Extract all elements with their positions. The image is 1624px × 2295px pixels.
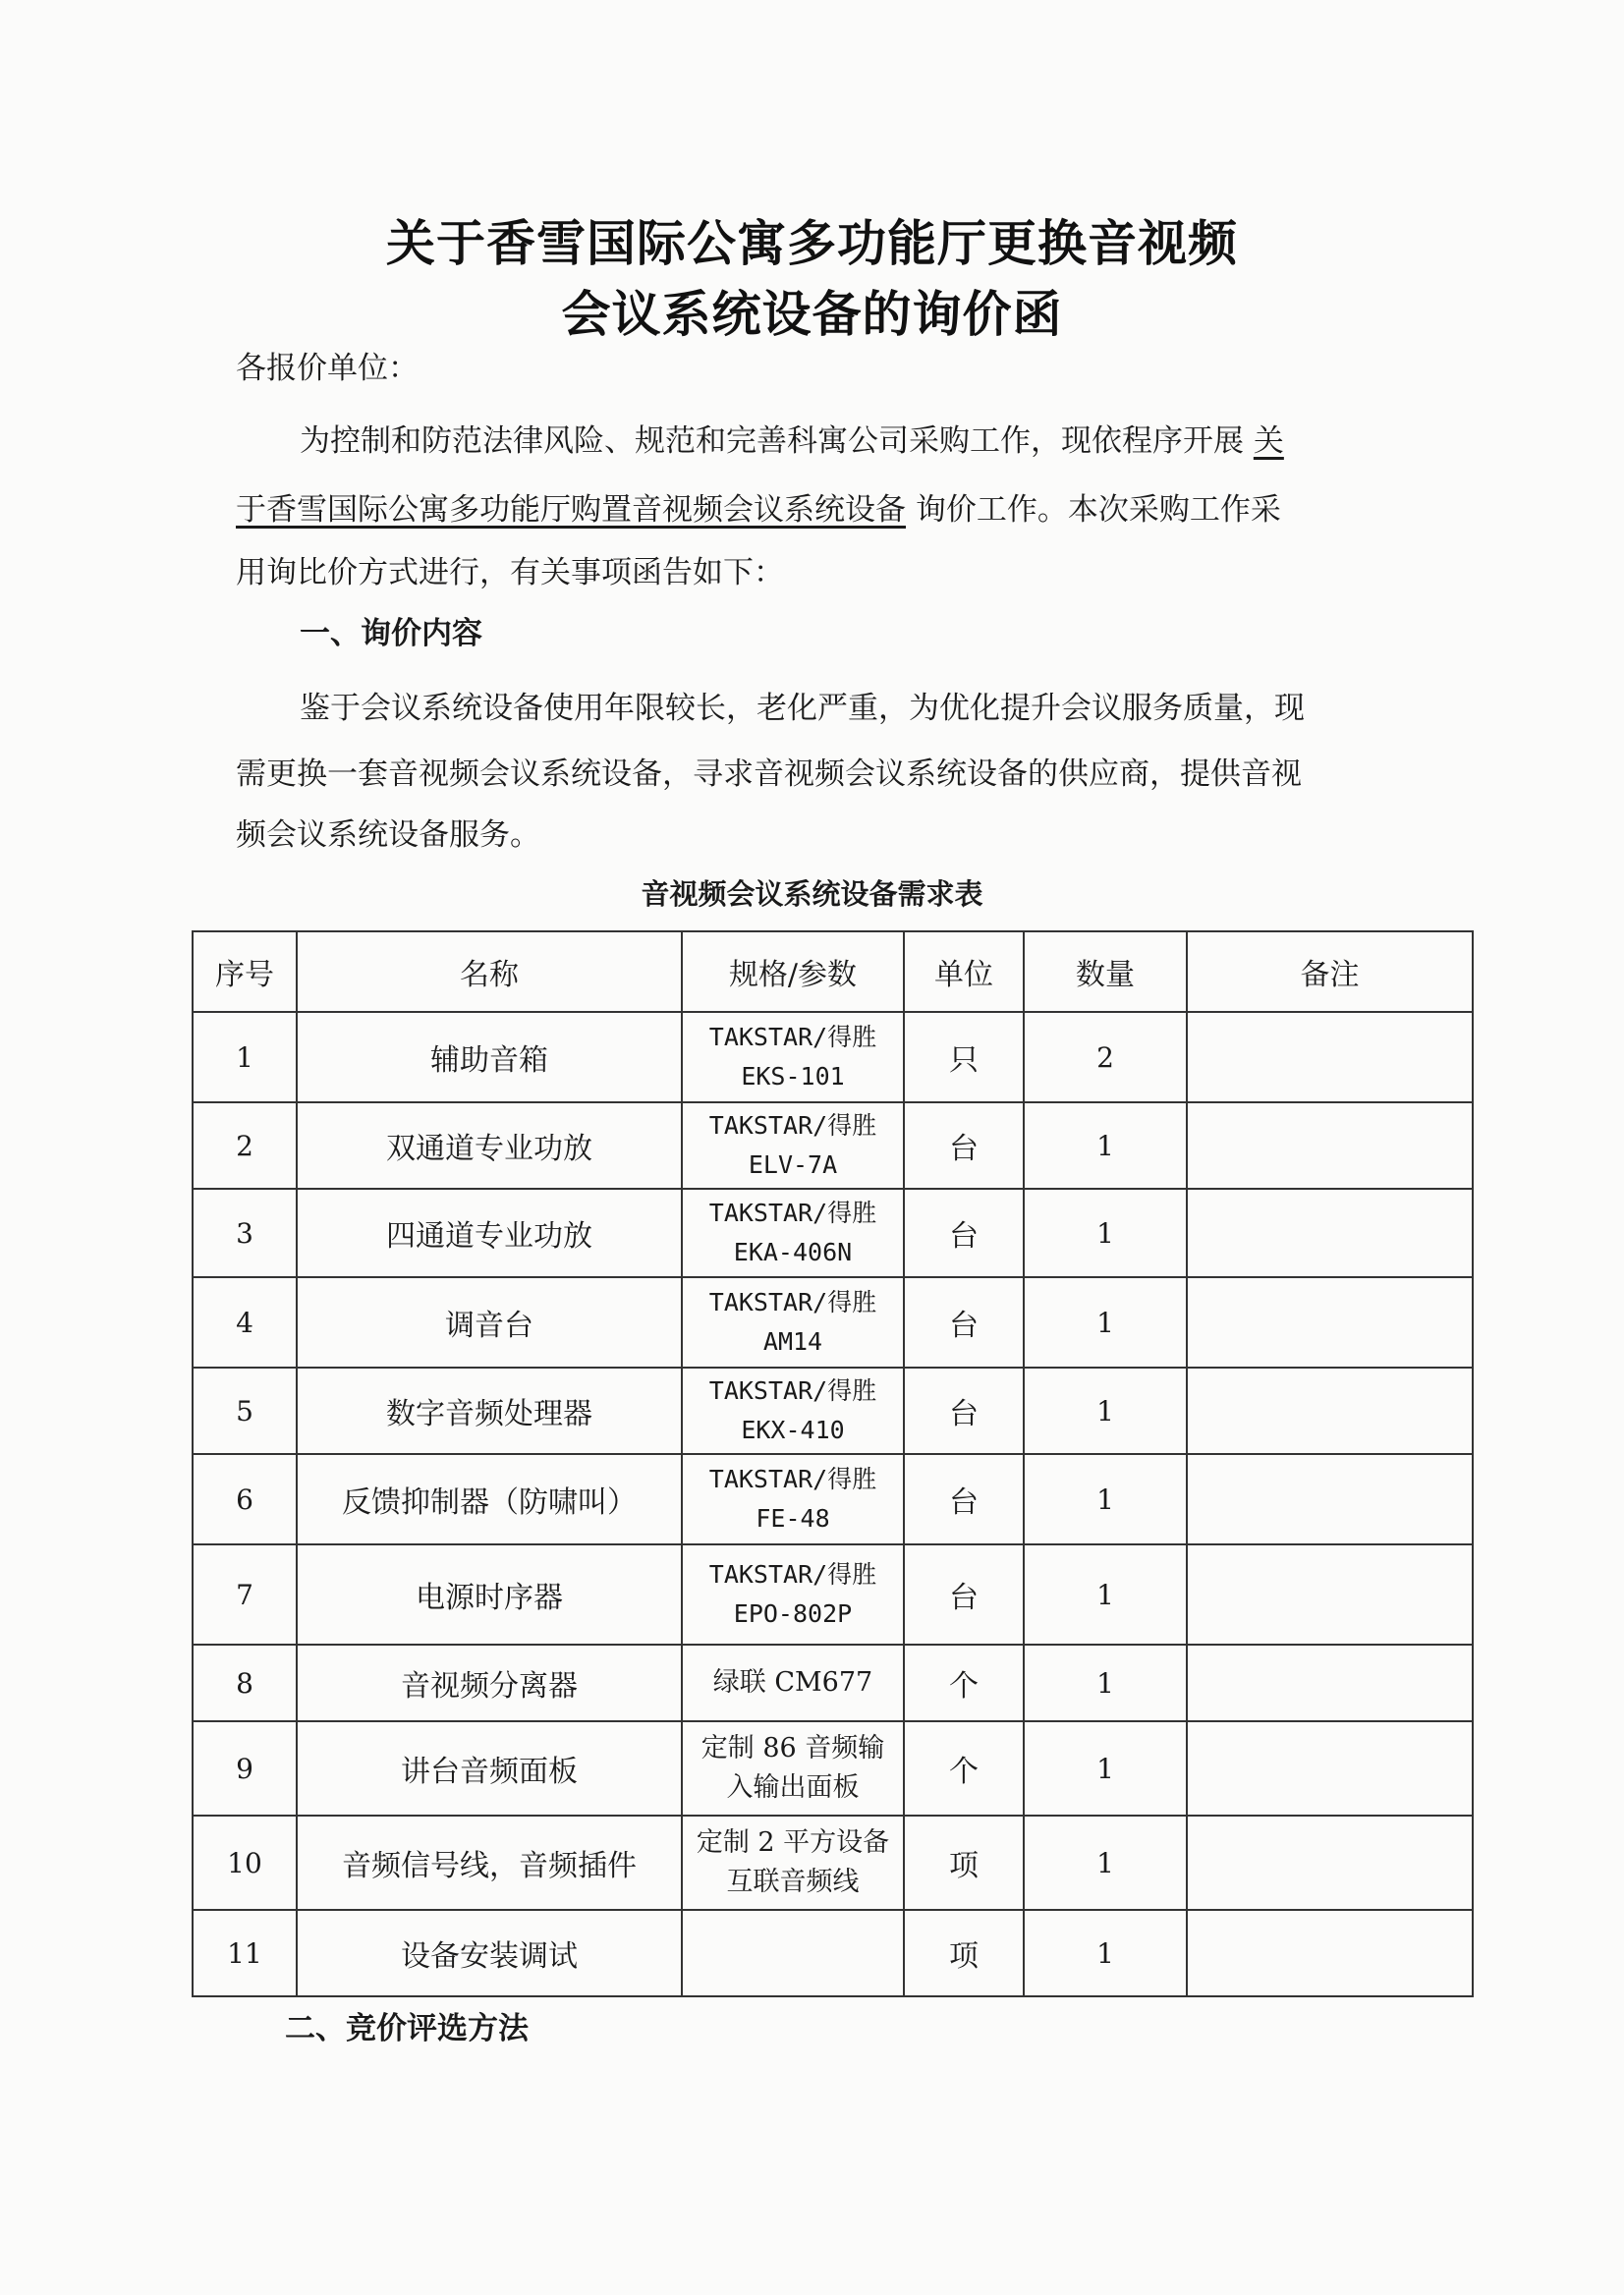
cell-qty: 1: [1024, 1102, 1187, 1189]
cell-no: 8: [193, 1645, 297, 1721]
cell-unit: 个: [904, 1645, 1024, 1721]
cell-unit: 台: [904, 1277, 1024, 1368]
cell-no: 3: [193, 1189, 297, 1277]
intro-line1-text: 为控制和防范法律风险、规范和完善科寓公司采购工作，现依程序开展: [300, 423, 1244, 459]
cell-unit: 台: [904, 1454, 1024, 1544]
cell-note: [1187, 1721, 1473, 1816]
spec-line2: FE-48: [756, 1504, 830, 1533]
cell-note: [1187, 1189, 1473, 1277]
spec-line1: TAKSTAR/得胜: [708, 1023, 877, 1051]
cell-no: 2: [193, 1102, 297, 1189]
spec-line2: 互联音频线: [726, 1867, 860, 1897]
cell-name: 双通道专业功放: [297, 1102, 682, 1189]
cell-unit: 台: [904, 1189, 1024, 1277]
cell-qty: 1: [1024, 1189, 1187, 1277]
cell-note: [1187, 1645, 1473, 1721]
spec-line1: TAKSTAR/得胜: [708, 1560, 877, 1589]
table-row: [193, 1277, 1473, 1368]
cell-spec: [682, 1910, 904, 1996]
spec-line1: 定制 86 音频输: [700, 1733, 885, 1763]
cell-name: 音频信号线，音频插件: [297, 1816, 682, 1910]
spec-line1: TAKSTAR/得胜: [708, 1199, 877, 1227]
cell-spec: [682, 1102, 904, 1189]
cell-unit: 台: [904, 1368, 1024, 1454]
cell-no: 11: [193, 1910, 297, 1996]
cell-unit: 个: [904, 1721, 1024, 1816]
section2-heading: 二、竞价评选方法: [285, 2011, 529, 2046]
table-body: [193, 1012, 1473, 1996]
cell-spec: [682, 1816, 904, 1910]
document-title-line1: 关于香雪国际公寓多功能厅更换音视频: [386, 215, 1238, 272]
cell-spec: [682, 1454, 904, 1544]
cell-name: 讲台音频面板: [297, 1721, 682, 1816]
spec-line1: 定制 2 平方设备: [696, 1827, 890, 1858]
cell-qty: 2: [1024, 1012, 1187, 1102]
section1-line3: 频会议系统设备服务。: [236, 817, 540, 853]
cell-unit: 只: [904, 1012, 1024, 1102]
cell-qty: 1: [1024, 1910, 1187, 1996]
requirements-table: [192, 930, 1474, 1997]
spec-line2: EKX-410: [741, 1416, 845, 1444]
salutation: 各报价单位：: [236, 351, 419, 386]
cell-note: [1187, 1368, 1473, 1454]
table-row: [193, 1910, 1473, 1996]
cell-name: 四通道专业功放: [297, 1189, 682, 1277]
cell-note: [1187, 1012, 1473, 1102]
cell-qty: 1: [1024, 1368, 1187, 1454]
table-row: [193, 1189, 1473, 1277]
document-title-line2: 会议系统设备的询价函: [561, 286, 1063, 343]
cell-name: 电源时序器: [297, 1544, 682, 1645]
intro-line2: [236, 490, 1281, 530]
cell-spec: [682, 1721, 904, 1816]
spec-line2: EKS-101: [741, 1062, 845, 1091]
cell-note: [1187, 1816, 1473, 1910]
spec-line1: TAKSTAR/得胜: [708, 1376, 877, 1405]
header-no: 序号: [193, 931, 297, 1012]
cell-name: 音视频分离器: [297, 1645, 682, 1721]
table-row: [193, 1645, 1473, 1721]
section1-line1: 鉴于会议系统设备使用年限较长，老化严重，为优化提升会议服务质量，现: [300, 691, 1305, 726]
cell-no: 6: [193, 1454, 297, 1544]
cell-name: 设备安装调试: [297, 1910, 682, 1996]
cell-spec: [682, 1012, 904, 1102]
cell-no: 5: [193, 1368, 297, 1454]
cell-note: [1187, 1277, 1473, 1368]
cell-no: 10: [193, 1816, 297, 1910]
table-row: [193, 1368, 1473, 1454]
header-spec: 规格/参数: [682, 931, 904, 1012]
cell-unit: 台: [904, 1102, 1024, 1189]
header-unit: 单位: [904, 931, 1024, 1012]
cell-spec: [682, 1368, 904, 1454]
spec-line1: 绿联 CM677: [712, 1667, 873, 1698]
cell-note: [1187, 1454, 1473, 1544]
spec-line2: AM14: [762, 1327, 823, 1356]
cell-unit: 项: [904, 1816, 1024, 1910]
cell-spec: [682, 1277, 904, 1368]
spec-line1: TAKSTAR/得胜: [708, 1288, 877, 1316]
intro-line1: [300, 421, 1284, 461]
spec-line2: 入输出面板: [726, 1772, 860, 1803]
header-note: 备注: [1187, 931, 1473, 1012]
cell-qty: 1: [1024, 1645, 1187, 1721]
cell-spec: [682, 1544, 904, 1645]
header-name: 名称: [297, 931, 682, 1012]
table-header-row: [193, 931, 1473, 1012]
table-row: [193, 1816, 1473, 1910]
cell-unit: 项: [904, 1910, 1024, 1996]
cell-qty: 1: [1024, 1277, 1187, 1368]
cell-qty: 1: [1024, 1816, 1187, 1910]
cell-qty: 1: [1024, 1454, 1187, 1544]
cell-name: 调音台: [297, 1277, 682, 1368]
table-row: [193, 1012, 1473, 1102]
cell-name: 辅助音箱: [297, 1012, 682, 1102]
cell-unit: 台: [904, 1544, 1024, 1645]
table-row: [193, 1102, 1473, 1189]
spec-line2: EKA-406N: [733, 1238, 853, 1266]
section1-line2: 需更换一套音视频会议系统设备，寻求音视频会议系统设备的供应商，提供音视: [236, 756, 1302, 792]
cell-spec: [682, 1645, 904, 1721]
table-row: [193, 1544, 1473, 1645]
intro-line3: 用询比价方式进行，有关事项函告如下：: [236, 555, 784, 590]
cell-qty: 1: [1024, 1721, 1187, 1816]
intro-line2-text: 询价工作。本次采购工作采: [915, 492, 1281, 528]
intro-line1-underline: 关: [1253, 423, 1284, 459]
cell-name: 反馈抑制器（防啸叫）: [297, 1454, 682, 1544]
cell-no: 1: [193, 1012, 297, 1102]
cell-note: [1187, 1544, 1473, 1645]
table-caption: 音视频会议系统设备需求表: [641, 877, 983, 911]
cell-no: 7: [193, 1544, 297, 1645]
spec-line1: TAKSTAR/得胜: [708, 1465, 877, 1493]
cell-no: 4: [193, 1277, 297, 1368]
spec-line2: EPO-802P: [733, 1599, 853, 1628]
spec-line1: TAKSTAR/得胜: [708, 1111, 877, 1140]
spec-line2: ELV-7A: [748, 1150, 838, 1179]
cell-note: [1187, 1910, 1473, 1996]
table-row: [193, 1454, 1473, 1544]
cell-no: 9: [193, 1721, 297, 1816]
header-qty: 数量: [1024, 931, 1187, 1012]
cell-note: [1187, 1102, 1473, 1189]
section1-heading: 一、询价内容: [300, 616, 482, 651]
cell-name: 数字音频处理器: [297, 1368, 682, 1454]
intro-line2-underline: 于香雪国际公寓多功能厅购置音视频会议系统设备: [236, 492, 906, 528]
cell-qty: 1: [1024, 1544, 1187, 1645]
table-row: [193, 1721, 1473, 1816]
cell-spec: [682, 1189, 904, 1277]
